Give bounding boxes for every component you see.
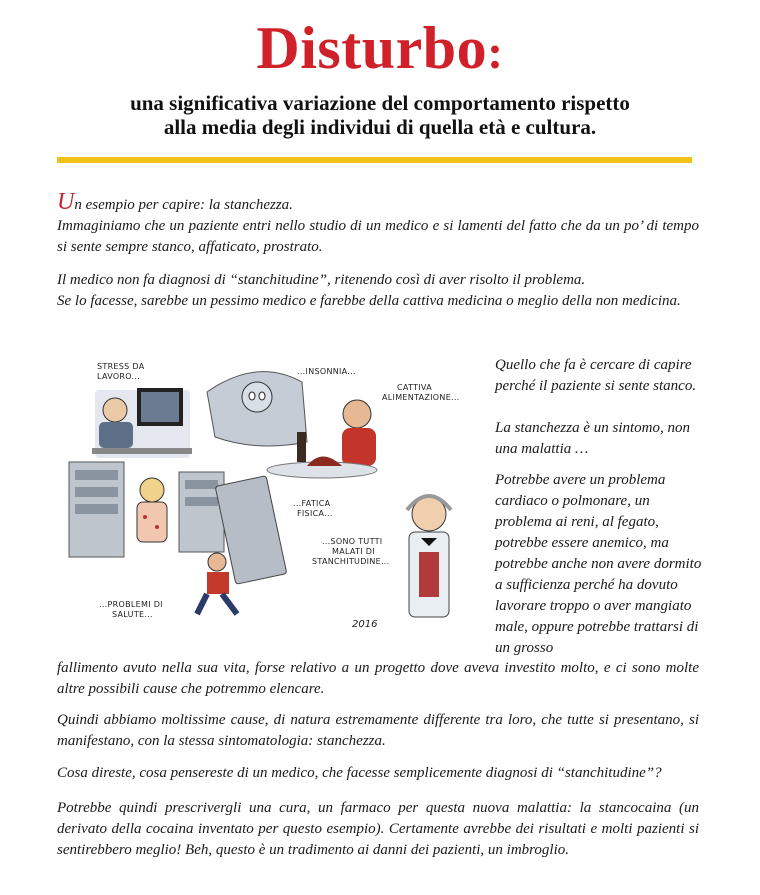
treatment-paragraph: Potrebbe quindi prescrivergli una cura, un farmaco per questa nuova malattia: la stancocaina (un derivato della cocaina inventato per questo esempio). Certamente avrebbe dei risultati e molti pazienti si sentirebbero meglio! Beh, questo è un tradimento ai danni dei pazienti, un imbroglio.	[57, 800, 699, 858]
insomnia-vignette	[207, 372, 307, 446]
caption-salute-1: ...PROBLEMI DI	[99, 600, 163, 609]
caption-malati-1: ...SONO TUTTI	[322, 537, 383, 546]
subtitle-line-2: alla media degli individui di quella età e cultura.	[163, 115, 597, 139]
health-vignette	[69, 462, 224, 557]
caption-insonnia: ...INSONNIA...	[297, 367, 356, 376]
caption-stress-1: STRESS DA	[97, 362, 145, 371]
cartoon-illustration	[57, 352, 487, 644]
caption-salute-2: SALUTE...	[112, 610, 153, 619]
question-paragraph: Cosa direste, cosa pensereste di un medico, che facesse semplicemente diagnosi di “stanchitudine”?	[57, 765, 662, 781]
title-colon: :	[487, 26, 504, 79]
doctor-vignette	[407, 496, 451, 617]
diagnosis-paragraph	[57, 270, 699, 312]
intro-first-line: n esempio per capire: la stanchezza.	[74, 197, 293, 213]
yellow-divider	[57, 157, 692, 163]
caption-alimentazione-2: ALIMENTAZIONE...	[382, 393, 460, 402]
page-subtitle	[40, 91, 720, 139]
caption-malati-3: STANCHITUDINE...	[312, 557, 390, 566]
diagnosis-line-2: Se lo facesse, sarebbe un pessimo medico e farebbe della cattiva medicina o meglio della non medicina.	[57, 293, 681, 309]
caption-fatica-1: ...FATICA	[293, 499, 331, 508]
intro-body: Immaginiamo che un paziente entri nello studio di un medico e si lamenti del fatto che da un po’ di tempo si sente sempre stanco, affaticato, prostrato.	[57, 218, 699, 255]
caption-malati-2: MALATI DI	[332, 547, 375, 556]
page-title	[0, 12, 760, 89]
title-text: Disturbo	[256, 15, 488, 81]
artist-signature: 2016	[352, 619, 378, 630]
side-text-2: La stanchezza è un sintomo, non una malattia …	[495, 420, 690, 457]
caption-stress-2: LAVORO...	[97, 372, 141, 381]
side-text-1: Quello che fa è cercare di capire perché il paziente si sente stanco.	[495, 357, 697, 394]
drop-cap: U	[57, 189, 75, 215]
side-text-3: Potrebbe avere un problema cardiaco o polmonare, un problema ai reni, al fegato, potrebbe essere anemico, ma potrebbe anche non avere dormito a sufficienza perché ha dovuto lavorare troppo o aver mangiato male, oppure potrebbe trattarsi di un grosso	[495, 472, 702, 656]
stress-vignette	[92, 388, 192, 458]
causes-continuation: fallimento avuto nella sua vita, forse relativo a un progetto dove aveva investito molto, e ci sono molte altre possibili cause che potremmo elencare.	[57, 660, 699, 697]
caption-fatica-2: FISICA...	[297, 509, 333, 518]
many-causes-paragraph: Quindi abbiamo moltissime cause, di natura estremamente differente tra loro, che tutte si presentano, si manifestano, con la stessa sintomatologia: stanchezza.	[57, 712, 699, 749]
intro-paragraph	[57, 189, 699, 258]
diagnosis-line-1: Il medico non fa diagnosi di “stanchitudine”, ritenendo così di aver risolto il problema.	[57, 272, 586, 288]
subtitle-line-1: una significativa variazione del comportamento rispetto	[130, 91, 630, 115]
caption-alimentazione-1: CATTIVA	[397, 383, 432, 392]
